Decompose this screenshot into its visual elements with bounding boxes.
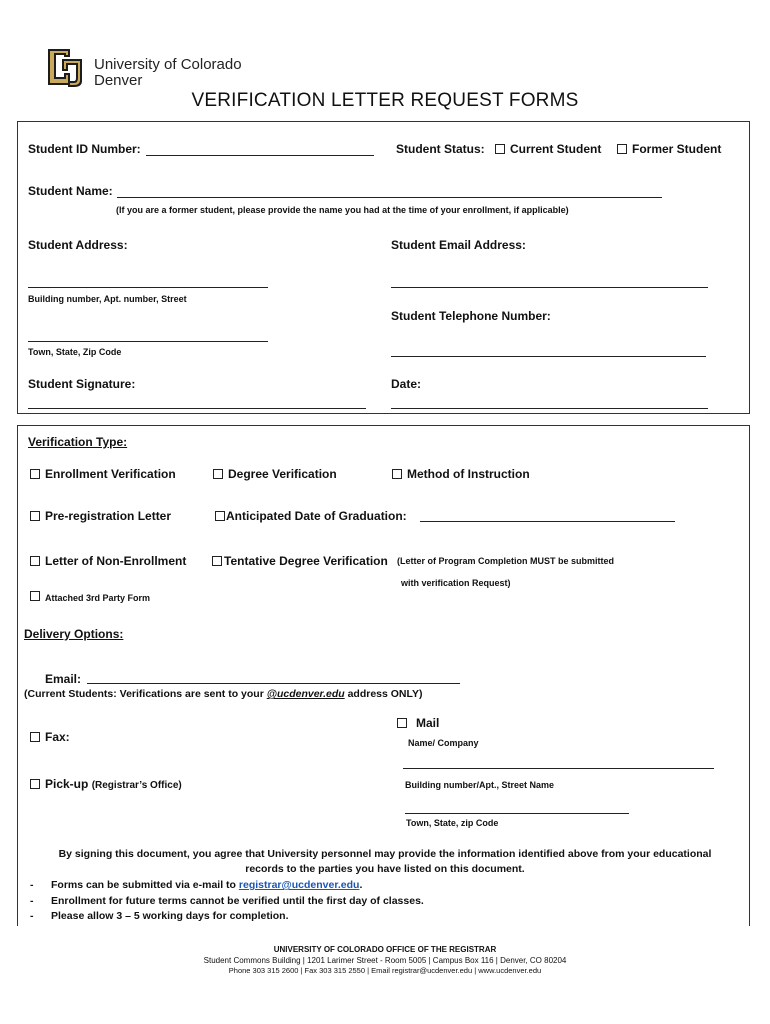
university-line2: Denver bbox=[94, 72, 143, 89]
student-telephone-field[interactable] bbox=[391, 356, 706, 357]
email-note-suffix: address ONLY) bbox=[344, 688, 423, 700]
address-line2-field[interactable] bbox=[28, 341, 268, 342]
degree-verification-option[interactable] bbox=[213, 467, 337, 481]
non-enrollment-option[interactable] bbox=[30, 554, 186, 568]
tentative-note-1: (Letter of Program Completion MUST be submitted bbox=[397, 556, 615, 566]
former-student-checkbox[interactable] bbox=[617, 144, 627, 154]
agreement-line1: By signing this document, you agree that University personnel may provide the information identified above from your educational bbox=[58, 848, 712, 860]
preregistration-checkbox[interactable] bbox=[30, 511, 40, 521]
degree-verification-label: Degree Verification bbox=[228, 467, 337, 481]
verification-type-heading: Verification Type: bbox=[28, 435, 128, 449]
pickup-checkbox[interactable] bbox=[30, 779, 40, 789]
tentative-degree-label: Tentative Degree Verification bbox=[224, 554, 388, 568]
student-signature-field[interactable] bbox=[28, 408, 366, 409]
address-line2-caption: Town, State, Zip Code bbox=[28, 347, 122, 357]
office-footer bbox=[0, 945, 770, 977]
bullet-item-2 bbox=[30, 894, 424, 910]
form-title: VERIFICATION LETTER REQUEST FORMS bbox=[191, 90, 579, 111]
student-email-label: Student Email Address: bbox=[391, 238, 526, 252]
delivery-email-label: Email: bbox=[45, 672, 82, 686]
student-address-label: Student Address: bbox=[28, 238, 128, 252]
tentative-note-2: with verification Request) bbox=[401, 578, 511, 588]
student-name-note: (If you are a former student, please provide the name you had at the time of your enrollment, if applicable) bbox=[116, 205, 569, 215]
building-caption: Building number/Apt., Street Name bbox=[405, 780, 555, 790]
university-line1: University of Colorado bbox=[94, 56, 242, 73]
fax-option[interactable] bbox=[30, 730, 70, 744]
bullet1-prefix: Forms can be submitted via e-mail to bbox=[51, 879, 239, 891]
address-line1-field[interactable] bbox=[28, 287, 268, 288]
date-field[interactable] bbox=[391, 408, 708, 409]
agreement-line2: records to the parties you have listed on this document. bbox=[245, 863, 525, 875]
enrollment-verification-checkbox[interactable] bbox=[30, 469, 40, 479]
date-label: Date: bbox=[391, 377, 422, 391]
mail-checkbox[interactable] bbox=[397, 718, 407, 728]
former-student-option[interactable] bbox=[617, 142, 721, 156]
tentative-degree-checkbox[interactable] bbox=[212, 556, 222, 566]
degree-verification-checkbox[interactable] bbox=[213, 469, 223, 479]
enrollment-verification-label: Enrollment Verification bbox=[45, 467, 176, 481]
student-telephone-label: Student Telephone Number: bbox=[391, 309, 551, 323]
student-signature-label: Student Signature: bbox=[28, 377, 136, 391]
current-student-checkbox[interactable] bbox=[495, 144, 505, 154]
non-enrollment-label: Letter of Non-Enrollment bbox=[45, 554, 187, 568]
anticipated-graduation-checkbox[interactable] bbox=[215, 511, 225, 521]
student-email-field[interactable] bbox=[391, 287, 708, 288]
bullet-dash-2: - bbox=[30, 894, 34, 907]
third-party-checkbox[interactable] bbox=[30, 591, 40, 601]
email-note-domain: @ucdenver.edu bbox=[266, 688, 345, 700]
fax-label: Fax: bbox=[45, 730, 70, 744]
tentative-degree-option[interactable] bbox=[212, 554, 388, 568]
mail-street-field[interactable] bbox=[405, 813, 629, 814]
bullet3-text: Please allow 3 – 5 working days for completion. bbox=[51, 910, 289, 921]
non-enrollment-checkbox[interactable] bbox=[30, 556, 40, 566]
anticipated-graduation-field[interactable] bbox=[420, 521, 675, 522]
pickup-label: Pick-up bbox=[45, 777, 89, 791]
current-student-label: Current Student bbox=[510, 142, 602, 156]
email-note bbox=[24, 688, 422, 700]
method-of-instruction-label: Method of Instruction bbox=[407, 467, 530, 481]
bullet-dash-1: - bbox=[30, 879, 34, 891]
name-company-caption: Name/ Company bbox=[408, 738, 479, 748]
office-contact: Phone 303 315 2600 | Fax 303 315 2550 | Email registrar@ucdenver.edu | www.ucdenver.edu bbox=[228, 966, 542, 975]
enrollment-verification-option[interactable] bbox=[30, 467, 176, 481]
preregistration-option[interactable] bbox=[30, 509, 171, 523]
town-caption: Town, State, zip Code bbox=[406, 818, 499, 828]
university-name bbox=[94, 57, 242, 89]
student-id-label: Student ID Number: bbox=[28, 142, 141, 156]
office-title: UNIVERSITY OF COLORADO OFFICE OF THE REGISTRAR bbox=[273, 945, 497, 954]
address-line1-caption: Building number, Apt. number, Street bbox=[28, 294, 187, 304]
cu-logo bbox=[44, 47, 84, 89]
registrar-email-link[interactable]: registrar@ucdenver.edu bbox=[238, 879, 360, 891]
student-name-label: Student Name: bbox=[28, 184, 113, 198]
bullet-dash-3: - bbox=[30, 910, 34, 921]
office-address: Student Commons Building | 1201 Larimer Street - Room 5005 | Campus Box 116 | Denver, CO 80204 bbox=[203, 955, 567, 965]
mail-label: Mail bbox=[416, 716, 440, 730]
email-note-prefix: (Current Students: Verifications are sent to your bbox=[24, 688, 267, 700]
student-info-section bbox=[17, 121, 750, 414]
bullet1-suffix: . bbox=[359, 879, 363, 891]
student-status-label: Student Status: bbox=[396, 142, 485, 156]
student-id-field[interactable] bbox=[146, 155, 374, 156]
delivery-options-heading: Delivery Options: bbox=[24, 627, 124, 641]
bullet-list bbox=[30, 878, 424, 921]
anticipated-graduation-label: Anticipated Date of Graduation: bbox=[226, 509, 407, 523]
third-party-option[interactable] bbox=[30, 591, 150, 603]
bullet2-text: Enrollment for future terms cannot be verified until the first day of classes. bbox=[51, 894, 424, 907]
mail-name-field[interactable] bbox=[403, 768, 714, 769]
bullet-item-3 bbox=[30, 909, 424, 921]
former-student-label: Former Student bbox=[632, 142, 722, 156]
method-of-instruction-option[interactable] bbox=[392, 467, 530, 481]
pickup-option[interactable] bbox=[30, 777, 182, 791]
anticipated-graduation-option[interactable] bbox=[215, 509, 407, 523]
bullet-item-1 bbox=[30, 878, 424, 894]
student-name-field[interactable] bbox=[117, 197, 662, 198]
agreement-text bbox=[0, 847, 770, 877]
fax-checkbox[interactable] bbox=[30, 732, 40, 742]
method-of-instruction-checkbox[interactable] bbox=[392, 469, 402, 479]
cu-logo-mark-icon bbox=[44, 47, 84, 89]
current-student-option[interactable] bbox=[495, 142, 601, 156]
pickup-note: (Registrar’s Office) bbox=[91, 780, 182, 791]
third-party-label: Attached 3rd Party Form bbox=[45, 593, 151, 603]
preregistration-label: Pre-registration Letter bbox=[45, 509, 172, 523]
mail-option[interactable] bbox=[397, 716, 439, 730]
delivery-email-field[interactable] bbox=[87, 683, 460, 684]
